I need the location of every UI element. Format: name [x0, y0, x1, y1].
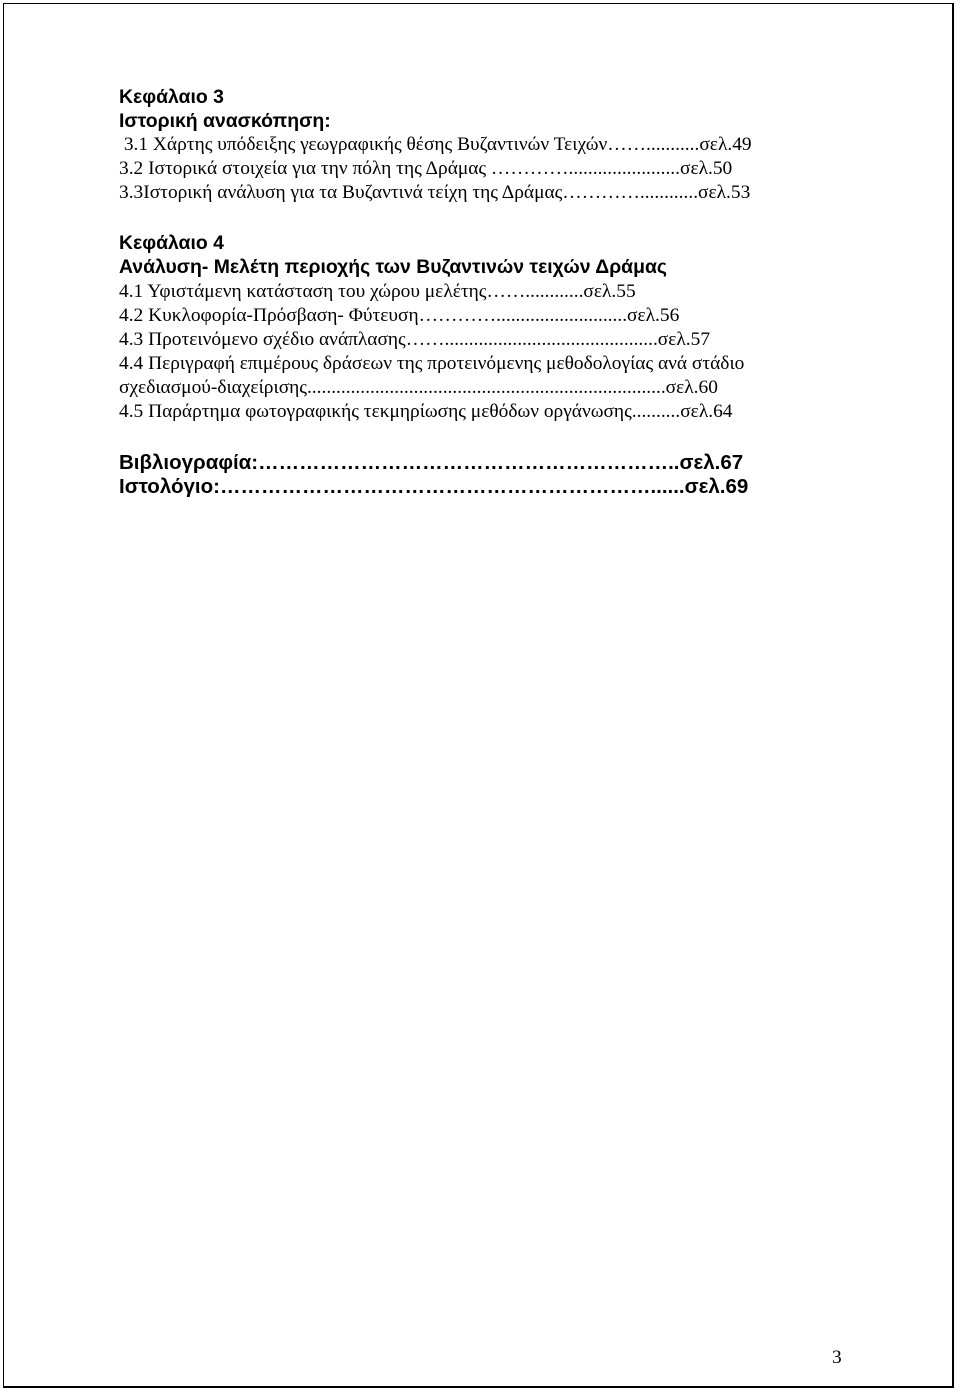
toc-entry-4-5: 4.5 Παράρτημα φωτογραφικής τεκμηρίωσης μεθόδων οργάνωσης..........σελ.64 — [119, 401, 733, 422]
toc-entry-3-1: 3.1 Χάρτης υπόδειξης γεωγραφικής θέσης Βυζαντινών Τειχών……...........σελ.49 — [119, 134, 752, 155]
toc-entry-4-4-cont: σχεδιασμού-διαχείρισης..........................................................................σελ.60 — [119, 377, 718, 398]
chapter-3-heading: Κεφάλαιο 3 — [119, 86, 224, 108]
toc-entry-bibliography: Βιβλιογραφία:……………………………………………………..σελ.67 — [119, 451, 744, 474]
toc-entry-4-4: 4.4 Περιγραφή επιμέρους δράσεων της προτεινόμενης μεθοδολογίας ανά στάδιο — [119, 353, 745, 374]
toc-entry-4-3: 4.3 Προτεινόμενο σχέδιο ανάπλασης……............................................σελ.57 — [119, 329, 711, 350]
toc-entry-4-1: 4.1 Υφιστάμενη κατάσταση του χώρου μελέτης……............σελ.55 — [119, 281, 636, 302]
toc-entry-blog: Ιστολόγιο:………………………………………………………......σελ.69 — [119, 475, 749, 498]
toc-entry-4-2: 4.2 Κυκλοφορία-Πρόσβαση- Φύτευση…………...........................σελ.56 — [119, 305, 680, 326]
chapter-4-subtitle: Ανάλυση- Μελέτη περιοχής των Βυζαντινών τειχών Δράμας — [119, 256, 667, 278]
page-frame — [3, 3, 954, 1388]
toc-entry-3-3: 3.3Ιστορική ανάλυση για τα Βυζαντινά τείχη της Δράμας…………............σελ.53 — [119, 182, 751, 203]
toc-entry-3-2: 3.2 Ιστορικά στοιχεία για την πόλη της Δράμας ………….......................σελ.50 — [119, 158, 733, 179]
chapter-3-subtitle: Ιστορική ανασκόπηση: — [119, 110, 331, 132]
chapter-4-heading: Κεφάλαιο 4 — [119, 232, 224, 254]
page-number: 3 — [832, 1347, 842, 1368]
